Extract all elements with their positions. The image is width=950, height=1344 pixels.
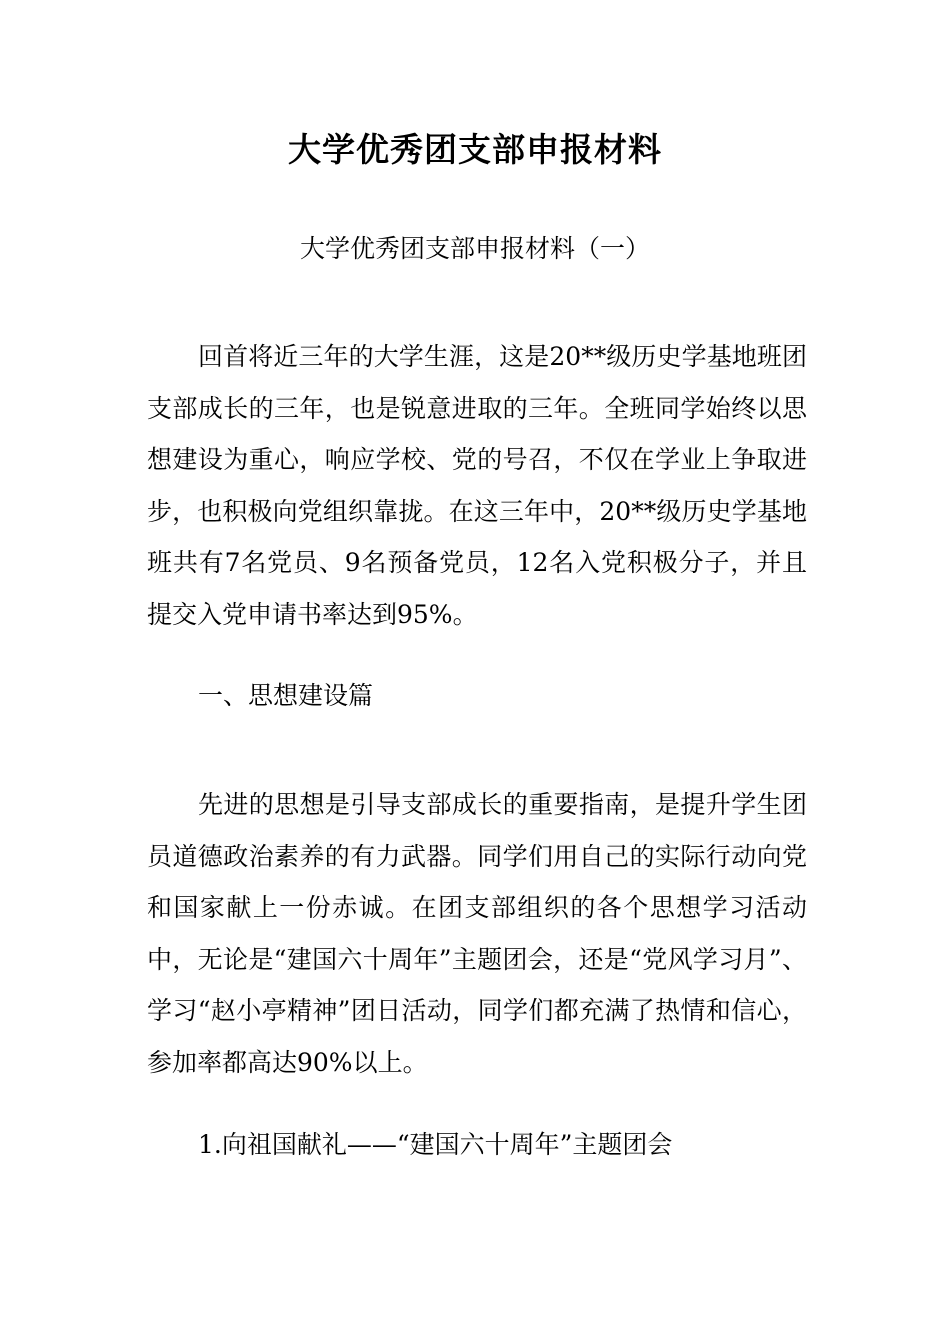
intro-paragraph: 回首将近三年的大学生涯，这是20**级历史学基地班团支部成长的三年，也是锐意进取的三年。全班同学始终以思想建设为重心，响应学校、党的号召，不仅在学业上争取进步，也积极向党组织靠拢。在这三年中，20**级历史学基地班共有7名党员、9名预备党员，12名入党积极分子，并且提交入党申请书率达到95%。 xyxy=(147,342,807,629)
ideology-paragraph: 先进的思想是引导支部成长的重要指南，是提升学生团员道德政治素养的有力武器。同学们用自己的实际行动向党和国家献上一份赤诚。在团支部组织的各个思想学习活动中，无论是“建国六十周年”主题团会，还是“党风学习月”、学习“赵小亭精神”团日活动，同学们都充满了热情和信心，参加率都高达90%以上。 xyxy=(147,790,807,1077)
section-heading-ideology: 一、思想建设篇 xyxy=(198,681,374,710)
document-title: 大学优秀团支部申报材料 xyxy=(288,130,662,169)
subsection-heading-anniversary: 1.向祖国献礼——“建国六十周年”主题团会 xyxy=(198,1130,673,1159)
document-subtitle: 大学优秀团支部申报材料（一） xyxy=(299,234,650,263)
